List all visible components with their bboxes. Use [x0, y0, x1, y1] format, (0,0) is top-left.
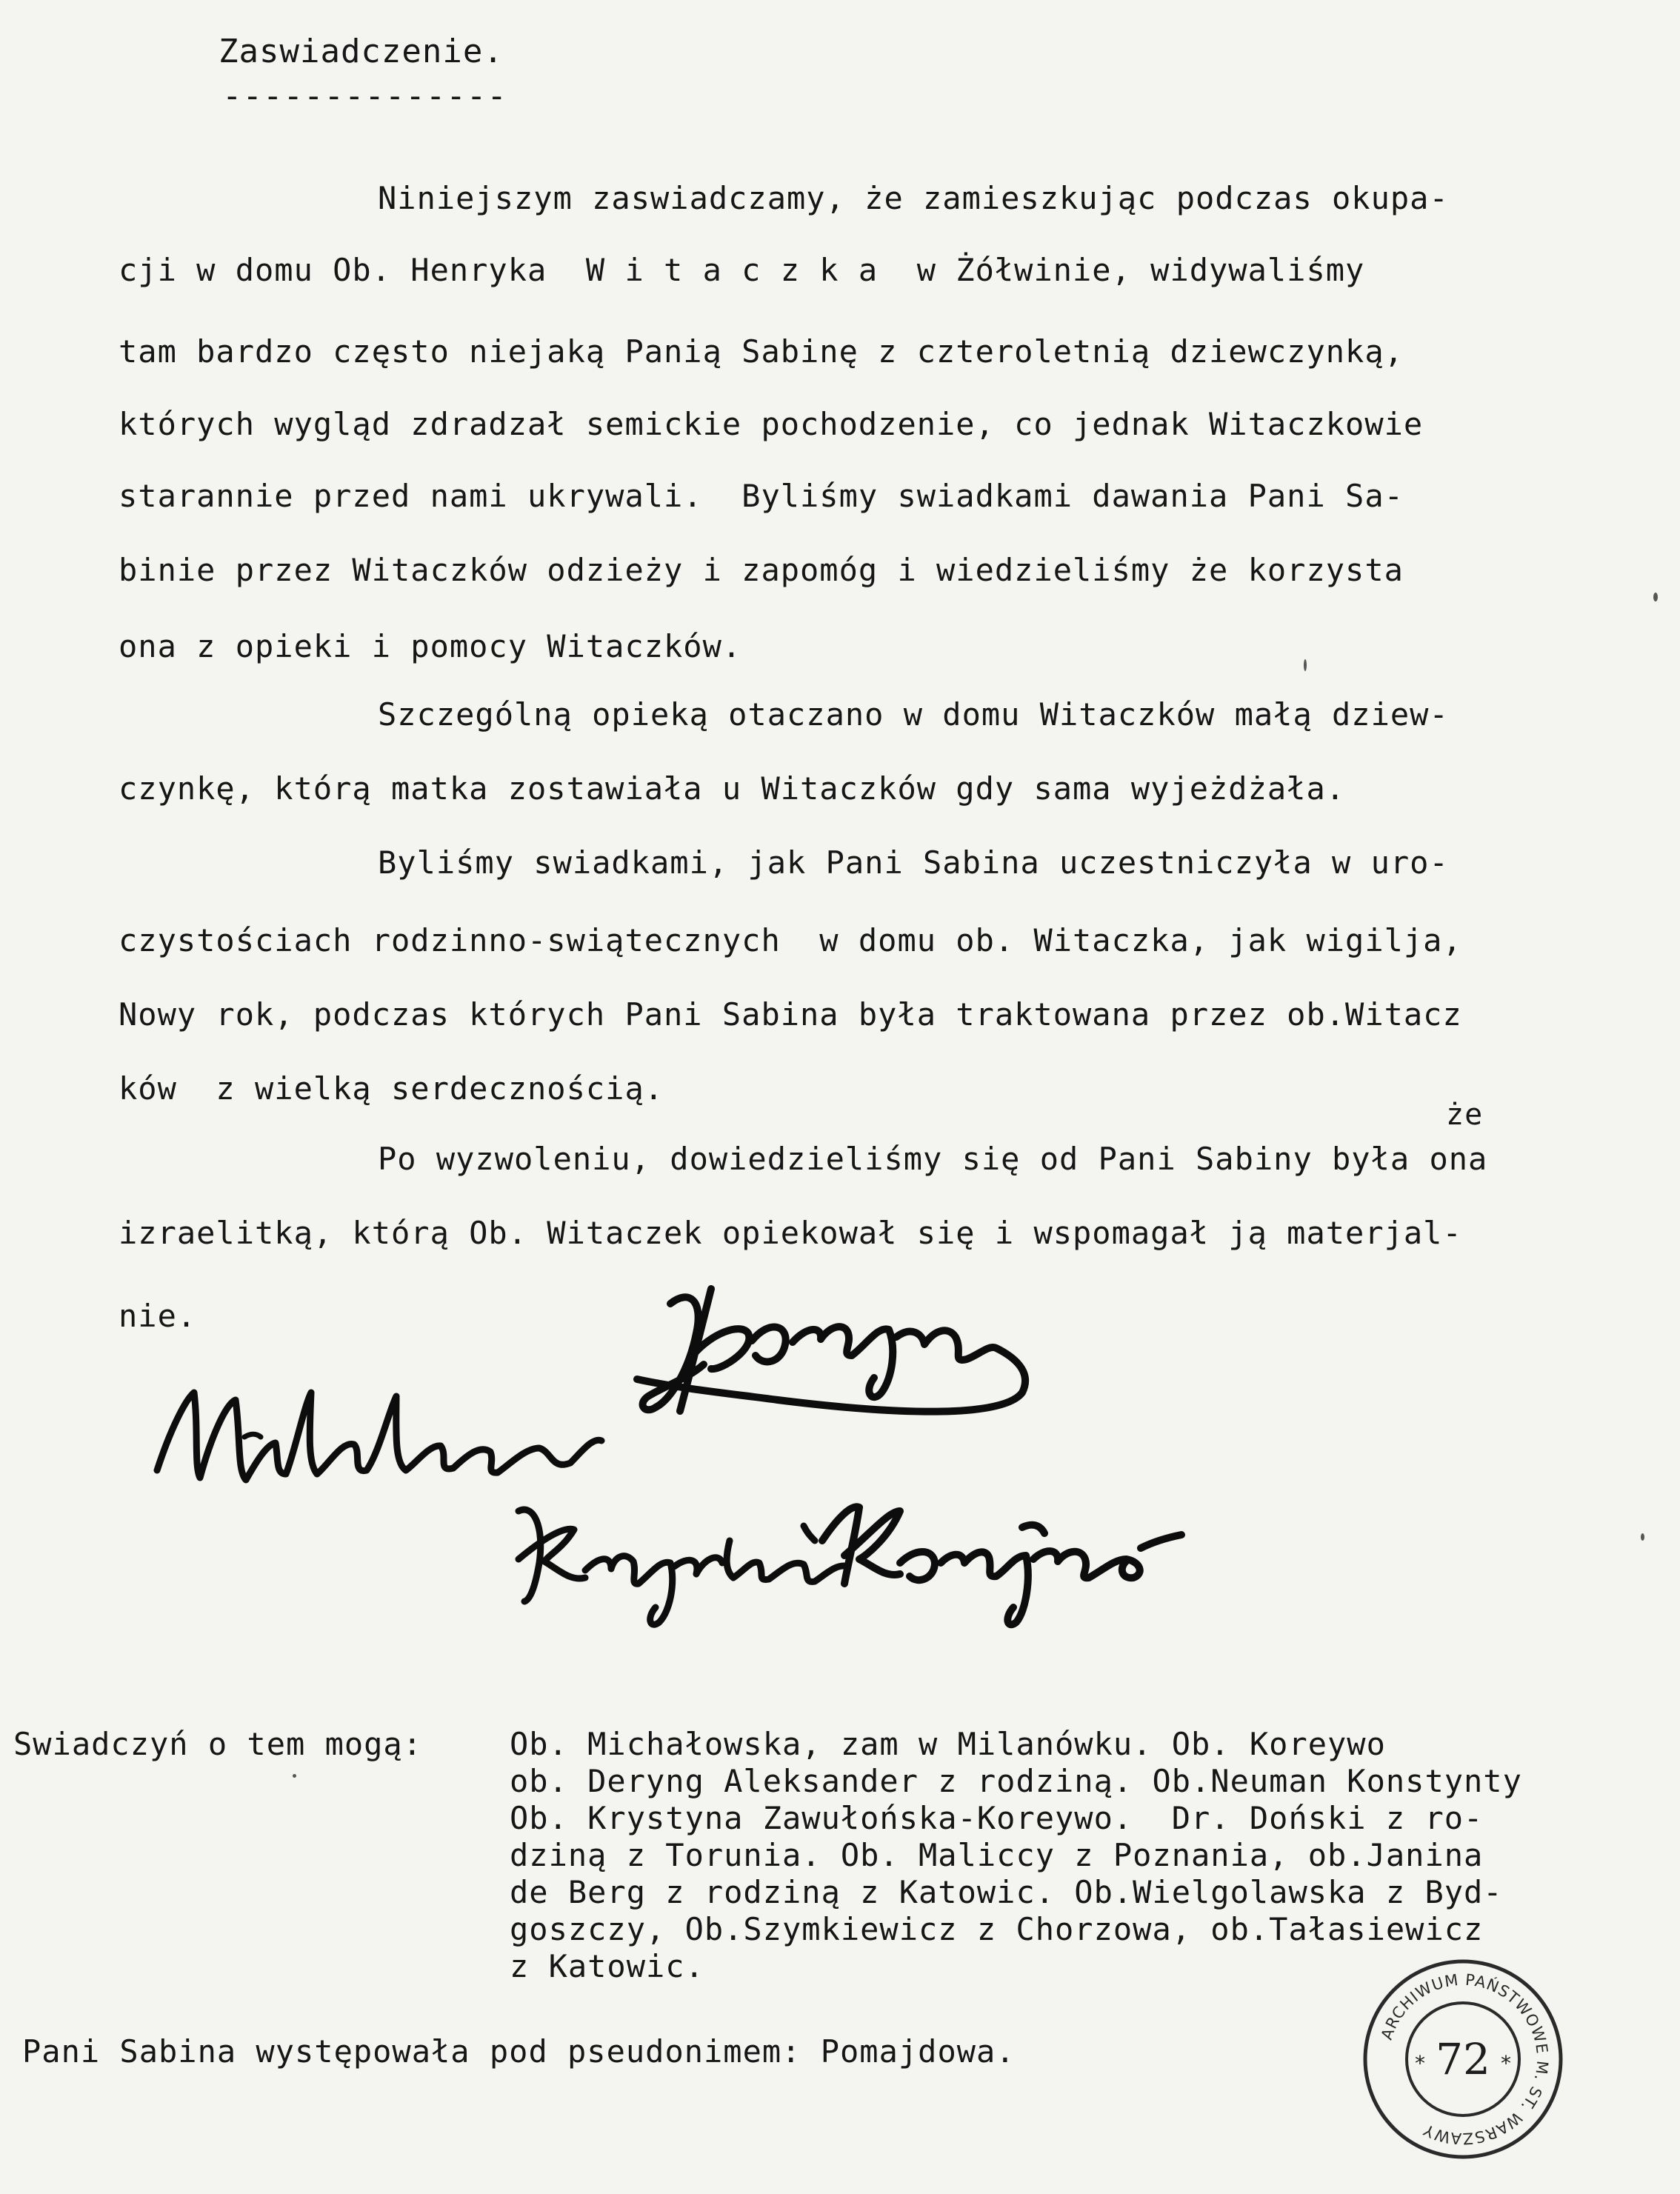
pseudonym-line: Pani Sabina występowała pod pseudonimem: Pomajdowa. [22, 2033, 1016, 2070]
body-line: ków z wielką serdecznością. [119, 1070, 664, 1107]
body-line: czynkę, którą matka zostawiała u Witaczków gdy sama wyjeżdżała. [119, 770, 1346, 807]
body-line: tam bardzo często niejaką Panią Sabinę z czteroletnią dziewczynką, [119, 333, 1404, 370]
witnesses-label: Swiadczyń o tem mogą: [13, 1726, 423, 1762]
witness-line: z Katowic. [510, 1948, 704, 1984]
signature-mielatowska [157, 1393, 601, 1480]
witness-line: de Berg z rodziną z Katowic. Ob.Wielgolawska z Byd- [510, 1874, 1503, 1910]
body-line: izraelitką, którą Ob. Witaczek opiekował się i wspomagał ją materjal- [119, 1215, 1462, 1251]
body-line: cji w domu Ob. Henryka W i t a c z k a w Żółwinie, widywaliśmy [119, 252, 1365, 288]
body-line: ona z opieki i pomocy Witaczków. [119, 628, 742, 664]
body-line: Byliśmy swiadkami, jak Pani Sabina uczestniczyła w uro- [378, 844, 1449, 881]
body-line: nie. [119, 1298, 197, 1334]
body-line: starannie przed nami ukrywali. Byliśmy swiadkami dawania Pani Sa- [119, 478, 1404, 514]
scan-speck [1641, 1533, 1644, 1541]
witness-line: goszczy, Ob.Szymkiewicz z Chorzowa, ob.Tałasiewicz [510, 1911, 1484, 1947]
signature-koreywo [637, 1289, 1025, 1412]
scan-speck [1653, 593, 1658, 601]
body-line: binie przez Witaczków odzieży i zapomóg i wiedzieliśmy że korzysta [119, 552, 1404, 588]
stamp-star-icon: * [1501, 2051, 1511, 2075]
stamp-number: 72 [1436, 2034, 1490, 2084]
witness-line: Ob. Krystyna Zawułońska-Koreywo. Dr. Doński z ro- [510, 1800, 1484, 1836]
document-title: Zaswiadczenie. [219, 33, 504, 70]
body-line: Niniejszym zaswiadczamy, że zamieszkując podczas okupa- [378, 180, 1449, 216]
body-line: których wygląd zdradzał semickie pochodzenie, co jednak Witaczkowie [119, 406, 1424, 442]
archive-stamp [1359, 1955, 1567, 2163]
title-underline: -------------- [222, 77, 507, 115]
witness-line: ob. Deryng Aleksander z rodziną. Ob.Neuman Konstynty [510, 1763, 1522, 1799]
scan-speck [1304, 659, 1307, 671]
witness-line: dziną z Torunia. Ob. Maliccy z Poznania, ob.Janina [510, 1837, 1484, 1873]
body-line: czystościach rodzinno-swiątecznych w domu ob. Witaczka, jak wigilja, [119, 922, 1462, 958]
witness-line: Ob. Michałowska, zam w Milanówku. Ob. Koreywo [510, 1726, 1386, 1762]
signature-krystyna-koreywo [519, 1510, 848, 1624]
body-line: Szczególną opieką otaczano w domu Witaczków małą dziew- [378, 696, 1449, 733]
body-line: Nowy rok, podczas których Pani Sabina była traktowana przez ob.Witacz [119, 996, 1462, 1033]
body-line: Po wyzwoleniu, dowiedzieliśmy się od Pani Sabiny była ona [378, 1141, 1488, 1177]
stamp-star-icon: * [1415, 2051, 1425, 2075]
insertion-above-line: że [1446, 1098, 1484, 1132]
scan-speck [293, 1774, 296, 1778]
stamp-ring-text: ARCHIWUM PAŃSTWOWE M. ST. WARSZAWY [1377, 1970, 1552, 2148]
